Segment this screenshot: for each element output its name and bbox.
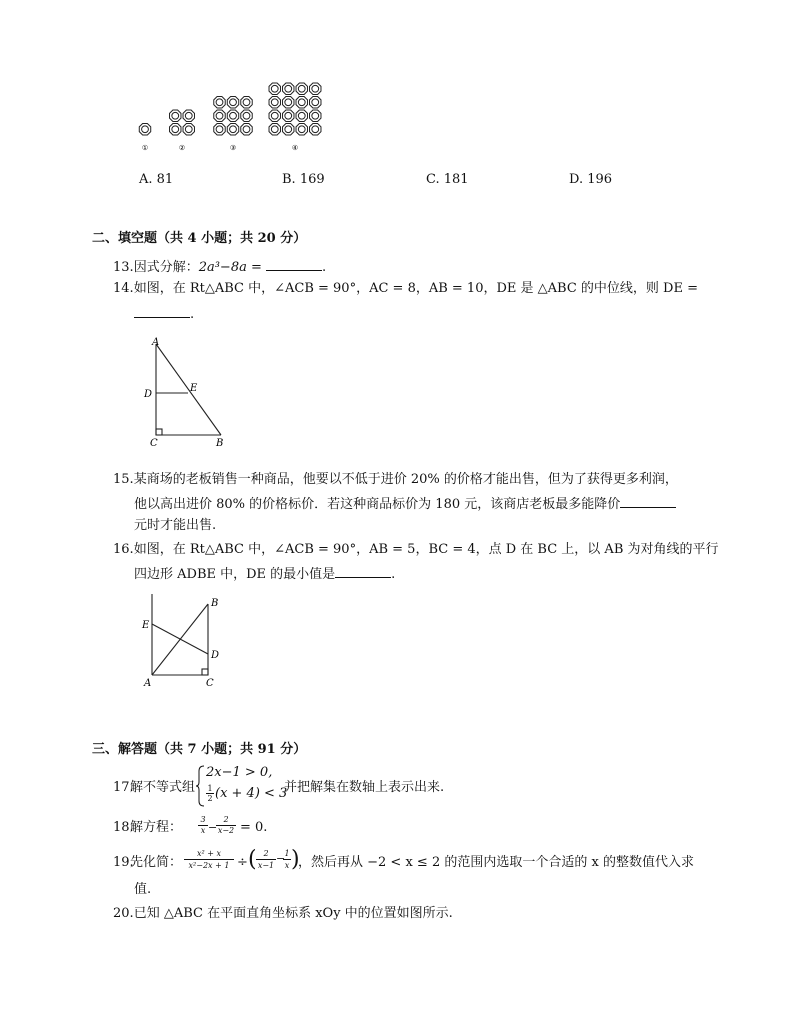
pattern-ring-inner: [271, 99, 278, 106]
pattern-ring-outer: [269, 97, 280, 108]
q17-inequality-1: [206, 763, 272, 783]
q14-label-c: C: [150, 438, 158, 449]
q15-number: 15.: [113, 472, 134, 487]
pattern-ring-outer: [296, 124, 307, 135]
q16-text-2: 四边形 ADBE 中，DE 的最小值是: [134, 567, 336, 582]
q19-f3-num: 1: [284, 849, 290, 858]
pattern-ring-outer: [269, 124, 280, 135]
q19-fraction-1: [184, 848, 234, 871]
pattern-ring-outer: [214, 97, 225, 108]
pattern-ring-inner: [243, 99, 250, 106]
q14-triangle-figure: [140, 336, 240, 451]
q14-label-a: A: [152, 337, 160, 348]
q15-answer-blank[interactable]: [620, 493, 676, 508]
pattern-caption-1: ①: [141, 144, 149, 152]
pattern-ring-inner: [185, 126, 192, 133]
q20-text: 已知 △ABC 在平面直角坐标系 xOy 中的位置如图所示.: [133, 906, 453, 921]
pattern-ring-inner: [312, 85, 319, 92]
q18-f2-den: x−2: [217, 826, 235, 835]
q16-line1: [113, 540, 719, 560]
q17-half-fraction: [206, 784, 214, 803]
q18-f2-num: 2: [216, 815, 236, 826]
pattern-ring-outer: [296, 83, 307, 94]
q13-expr: 2a³−8a =: [198, 260, 262, 275]
q14-side-ab: [156, 344, 221, 435]
pattern-ring-inner: [172, 112, 179, 119]
q19-fraction-3: [283, 848, 291, 871]
pattern-ring-inner: [271, 85, 278, 92]
pattern-ring-inner: [312, 99, 319, 106]
q19-f1-num: x² + x: [184, 848, 234, 860]
q16-label-c: C: [206, 678, 214, 689]
q19-div: ÷: [237, 855, 248, 870]
q19-f2-num: 2: [256, 848, 276, 860]
q16-label-b: B: [211, 598, 219, 609]
pattern-ring-outer: [183, 110, 194, 121]
q19-line2: 值.: [134, 882, 152, 897]
q19-fraction-2: [256, 848, 276, 871]
pattern-ring-outer: [241, 110, 252, 121]
q13-text: 因式分解：: [133, 260, 199, 275]
pattern-ring-outer: [241, 97, 252, 108]
pattern-ring-inner: [312, 112, 319, 119]
pattern-ring-outer: [283, 124, 294, 135]
pattern-ring-outer: [214, 124, 225, 135]
pattern-ring-outer: [269, 83, 280, 94]
pattern-ring-outer: [269, 110, 280, 121]
q18-tail: = 0.: [240, 820, 268, 835]
pattern-ring-inner: [298, 126, 305, 133]
q16-number: 16.: [113, 542, 134, 557]
pattern-figure: [130, 78, 340, 158]
q18-number: 18.: [113, 820, 134, 835]
pattern-ring-outer: [310, 83, 321, 94]
q15-line2: [134, 493, 676, 515]
pattern-ring-inner: [216, 99, 223, 106]
q14-line2: [134, 303, 194, 325]
pattern-caption-3: ③: [229, 144, 237, 152]
q17-ineq1: 2x−1 > 0,: [206, 765, 273, 780]
q16-parallelogram-figure: [140, 592, 230, 692]
pattern-caption-2: ②: [178, 144, 186, 152]
q16-answer-blank[interactable]: [335, 563, 391, 578]
pattern-ring-outer: [296, 110, 307, 121]
pattern-ring-outer: [296, 97, 307, 108]
q18-fraction-1: [198, 815, 208, 836]
pattern-ring-inner: [271, 112, 278, 119]
q15-line3: 元时才能出售.: [134, 518, 217, 533]
pattern-ring-outer: [227, 124, 238, 135]
q18-f1-den: x: [200, 826, 206, 835]
section3-heading: 三、解答题（共 7 小题；共 91 分）: [92, 742, 307, 757]
q19-f2-den: x−1: [257, 861, 275, 870]
q16-end: .: [391, 567, 396, 582]
pattern-ring-inner: [298, 85, 305, 92]
option-c: C. 181: [426, 172, 469, 187]
q20-line: [113, 904, 453, 924]
pattern-ring-inner: [298, 112, 305, 119]
pattern-ring-outer: [283, 110, 294, 121]
q15-text-1: 某商场的老板销售一种商品，他要以不低于进价 20% 的价格才能出售，但为了获得更多利润，: [133, 472, 678, 487]
q16-label-d: D: [211, 650, 220, 661]
q16-segment-ed: [152, 624, 208, 654]
q16-line2: [134, 563, 395, 585]
q18-minus: −: [208, 821, 218, 834]
pattern-ring-inner: [285, 112, 292, 119]
q19-left-paren: (: [248, 847, 257, 872]
pattern-ring-outer: [183, 124, 194, 135]
pattern-ring-inner: [243, 112, 250, 119]
q14-label-e: E: [190, 383, 198, 394]
section2-heading: 二、填空题（共 4 小题；共 20 分）: [92, 231, 307, 246]
pattern-ring-inner: [185, 112, 192, 119]
pattern-ring-outer: [241, 124, 252, 135]
option-a: A. 81: [139, 172, 174, 187]
q19-minus: −: [276, 852, 286, 865]
q13: [113, 256, 326, 278]
q14-right-angle-mark: [156, 429, 162, 435]
q19-text: 先化简：: [130, 855, 183, 870]
q14-text: 如图，在 Rt△ABC 中，∠ACB = 90°，AC = 8，AB = 10，DE 是 △ABC 的中位线，则 DE =: [133, 281, 698, 296]
q20-number: 20.: [113, 906, 134, 921]
pattern-ring-inner: [142, 126, 149, 133]
q14-end: .: [190, 307, 195, 322]
option-d: D. 196: [569, 172, 613, 187]
q14-label-b: B: [216, 438, 224, 449]
pattern-ring-inner: [230, 99, 237, 106]
q17-text: 解不等式组: [130, 780, 196, 795]
q18-f1-num: 3: [198, 815, 208, 826]
q17-half-num: 1: [207, 784, 213, 793]
pattern-ring-inner: [243, 126, 250, 133]
pattern-ring-outer: [170, 110, 181, 121]
q18-fraction-2: [216, 815, 236, 836]
pattern-ring-inner: [298, 99, 305, 106]
pattern-ring-outer: [283, 97, 294, 108]
q16-right-angle-mark: [202, 669, 208, 675]
pattern-ring-inner: [285, 99, 292, 106]
q19-number: 19.: [113, 855, 134, 870]
pattern-ring-outer: [310, 124, 321, 135]
pattern-ring-outer: [227, 110, 238, 121]
q14-number: 14.: [113, 281, 134, 296]
pattern-ring-inner: [216, 126, 223, 133]
pattern-ring-inner: [230, 112, 237, 119]
q19-f3-den: x: [284, 861, 290, 870]
pattern-ring-inner: [285, 85, 292, 92]
q16-label-a: A: [144, 678, 152, 689]
pattern-ring-inner: [172, 126, 179, 133]
q13-end: .: [322, 260, 327, 275]
q16-label-e: E: [142, 620, 150, 631]
q14-line1: [113, 279, 698, 299]
pattern-ring-inner: [285, 126, 292, 133]
q14-answer-blank[interactable]: [134, 303, 190, 318]
q19-right-paren: ): [291, 847, 300, 872]
q14-label-d: D: [144, 389, 153, 400]
pattern-ring-outer: [214, 110, 225, 121]
q16-text-1: 如图，在 Rt△ABC 中，∠ACB = 90°，AB = 5，BC = 4，点 D 在 BC 上，以 AB 为对角线的平行: [133, 542, 719, 557]
q18-text: 解方程：: [130, 820, 183, 835]
pattern-ring-outer: [283, 83, 294, 94]
q15-text-2: 他以高出进价 80% 的价格标价．若这种商品标价为 180 元，该商店老板最多能降价: [134, 497, 621, 512]
pattern-caption-4: ④: [291, 144, 299, 152]
pattern-ring-outer: [310, 97, 321, 108]
q17-brace-icon: [196, 765, 206, 807]
pattern-ring-outer: [310, 110, 321, 121]
option-b: B. 169: [282, 172, 325, 187]
q17-inequality-2: [215, 784, 287, 804]
pattern-ring-outer: [139, 124, 150, 135]
pattern-ring-inner: [216, 112, 223, 119]
pattern-ring-outer: [170, 124, 181, 135]
q17-number: 17.: [113, 780, 134, 795]
q17-half-den: 2: [207, 794, 213, 803]
q17-ineq2: (x + 4) < 3: [215, 786, 288, 801]
q19-f1-den: x²−2x + 1: [188, 861, 230, 870]
q13-number: 13.: [113, 260, 134, 275]
pattern-ring-inner: [271, 126, 278, 133]
q17-tail: 并把解集在数轴上表示出来.: [284, 780, 445, 795]
q15-line1: [113, 470, 678, 490]
q13-answer-blank[interactable]: [266, 256, 322, 271]
q19-tail: ，然后再从 −2 < x ≤ 2 的范围内选取一个合适的 x 的整数值代入求: [298, 855, 694, 870]
pattern-ring-outer: [227, 97, 238, 108]
pattern-ring-inner: [230, 126, 237, 133]
pattern-ring-inner: [312, 126, 319, 133]
